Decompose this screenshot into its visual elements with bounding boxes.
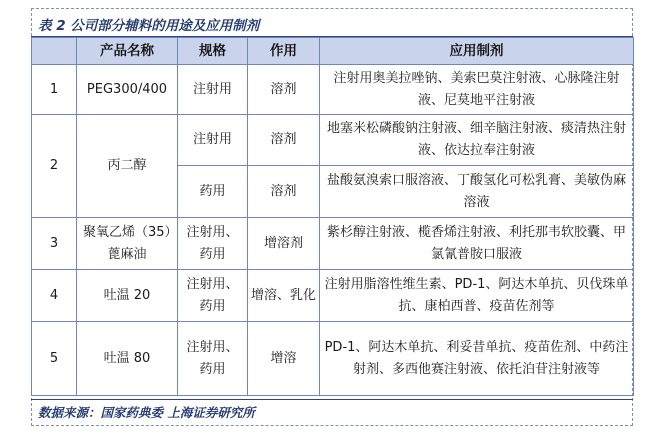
excipient-table (31, 37, 634, 396)
spec: 注射用 (178, 65, 248, 115)
table-row (32, 65, 634, 115)
application: 注射用脂溶性维生素、PD-1、阿达木单抗、贝伐珠单抗、康柏西普、疫苗佐剂等 (320, 270, 634, 322)
application: 紫杉醇注射液、榄香烯注射液、利托那韦软胶囊、甲氯氰普胺口服液 (320, 218, 634, 270)
spec: 注射用、药用 (178, 270, 248, 322)
role: 增溶剂 (248, 218, 320, 270)
header-application: 应用制剂 (320, 38, 634, 65)
row-index: 2 (32, 115, 77, 218)
product-name: 吐温 20 (77, 270, 178, 322)
header-product-name: 产品名称 (77, 38, 178, 65)
footer-rule (31, 399, 633, 400)
row-index: 3 (32, 218, 77, 270)
application: PD-1、阿达木单抗、利妥昔单抗、疫苗佐剂、中药注射剂、多西他赛注射液、依托泊苷注射液等 (320, 322, 634, 396)
role: 增溶、乳化 (248, 270, 320, 322)
row-index: 5 (32, 322, 77, 396)
application: 盐酸氨溴索口服溶液、丁酸氢化可松乳膏、美敏伪麻溶液 (320, 166, 634, 218)
spec: 注射用、药用 (178, 322, 248, 396)
product-name: 吐温 80 (77, 322, 178, 396)
spec: 注射用、药用 (178, 218, 248, 270)
role: 增溶 (248, 322, 320, 396)
table-row (32, 270, 634, 322)
row-index: 4 (32, 270, 77, 322)
row-index: 1 (32, 65, 77, 115)
table-row (32, 218, 634, 270)
header-row (32, 38, 634, 65)
table-row (32, 115, 634, 166)
spec: 药用 (178, 166, 248, 218)
table-row (32, 322, 634, 396)
header-role: 作用 (248, 38, 320, 65)
role: 溶剂 (248, 65, 320, 115)
role: 溶剂 (248, 115, 320, 166)
header-index (32, 38, 77, 65)
product-name: 聚氧乙烯（35）蓖麻油 (77, 218, 178, 270)
product-name: 丙二醇 (77, 115, 178, 218)
spec: 注射用 (178, 115, 248, 166)
source-note: 数据来源：国家药典委 上海证券研究所 (38, 405, 255, 420)
table-title: 表 2 公司部分辅料的用途及应用制剂 (38, 18, 260, 34)
application: 注射用奥美拉唑钠、美索巴莫注射液、心脉隆注射液、尼莫地平注射液 (320, 65, 634, 115)
role: 溶剂 (248, 166, 320, 218)
product-name: PEG300/400 (77, 65, 178, 115)
header-spec: 规格 (178, 38, 248, 65)
application: 地塞米松磷酸钠注射液、细辛脑注射液、痰清热注射液、依达拉奉注射液 (320, 115, 634, 166)
